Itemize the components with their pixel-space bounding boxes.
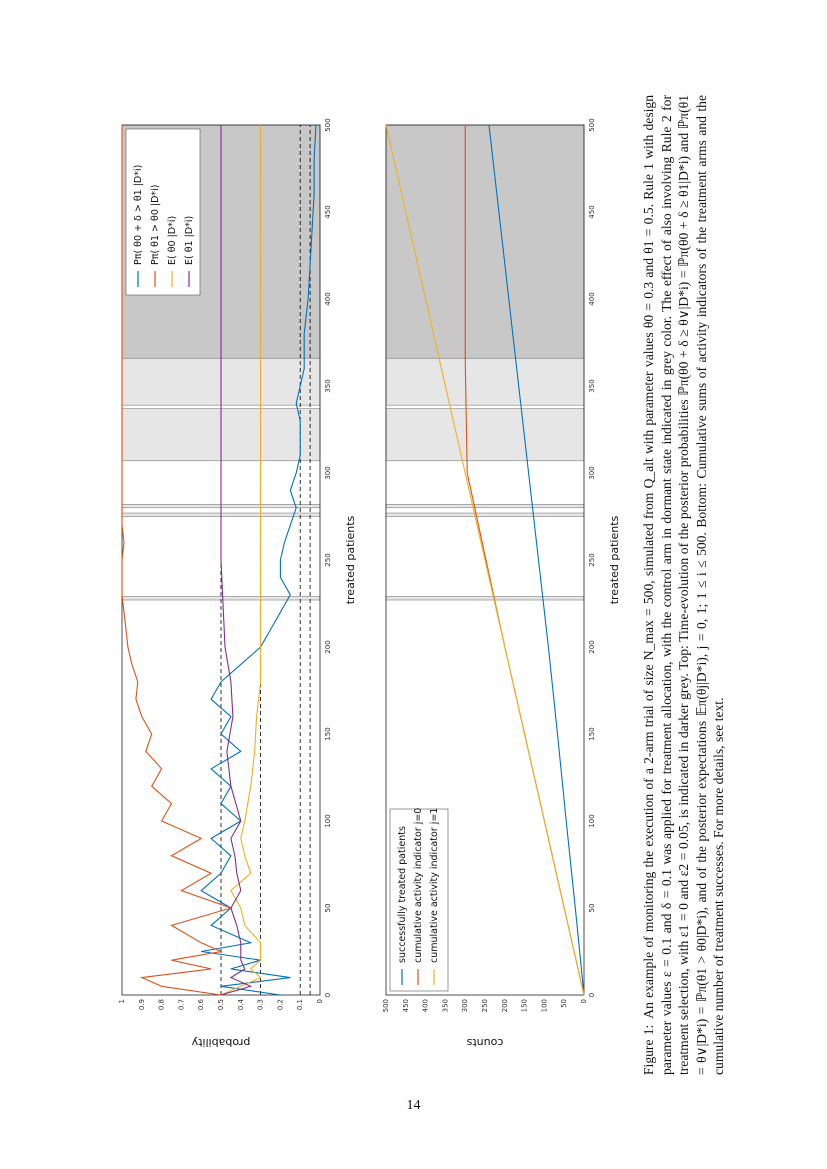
figure-caption-container <box>640 95 770 1075</box>
x-tick-label: 300 <box>324 466 332 480</box>
bottom-y-ticks <box>382 999 588 1012</box>
caption-text: An example of monitoring the execution of a 2-arm trial of size N_max = 500, simulated from Q_alt with parameter values θ0 = 0.3 and θ1 = 0.5. Rule 1 with design parameter values ε = 0.1 and δ = 0.1 was applied for treatment allocation, with the control arm in dormant state indicated in grey color. The effect of also involving Rule 2 for treatment selection, with ε1 = 0 and ε2 = 0.05, is indicated in darker grey. Top: Time-evolution of the posterior probabilities ℙπ(θ0 + δ ≥ θ∨|D*i) = ℙπ(θ0 + δ ≥ θ1|D*i) and ℙπ(θ1 = θ∨|D*i) = ℙπ(θ1 > θ0|D*i), and of the posterior expectations 𝔼π(θj|D*i), j = 0, 1; 1 ≤ i ≤ 500. Bottom: Cumulative sums of activity indicators of the treatment arms and the cumulative number of treatment successes. For more details, see text. <box>641 95 727 1075</box>
y-tick-label: 0.3 <box>256 999 265 1011</box>
x-tick-label: 350 <box>324 379 332 393</box>
y-tick-label: 350 <box>441 999 450 1013</box>
top-x-axis-label: treated patients <box>344 515 357 605</box>
x-tick-label: 250 <box>588 553 596 567</box>
dormant-band-3 <box>386 409 584 461</box>
top-y-ticks <box>118 998 324 1010</box>
y-tick-label: 250 <box>481 999 489 1013</box>
y-tick-label: 400 <box>421 999 430 1013</box>
y-tick-label: 150 <box>520 999 529 1013</box>
top-y-axis-label: probability <box>191 1036 251 1049</box>
top-x-ticks <box>324 118 332 997</box>
x-tick-label: 150 <box>588 727 596 741</box>
bottom-legend <box>390 808 448 991</box>
x-tick-label: 100 <box>588 814 596 828</box>
x-tick-label: 50 <box>324 903 332 913</box>
x-tick-label: 500 <box>588 118 596 132</box>
legend-label-activity-j0: cumulative activity indicator j=0 <box>413 807 424 963</box>
y-tick-label: 200 <box>500 999 509 1013</box>
page-number: 14 <box>406 1098 421 1113</box>
dormant-band-4 <box>386 358 584 405</box>
y-tick-label: 0.6 <box>197 999 206 1011</box>
y-tick-label: 0.2 <box>276 999 285 1011</box>
x-tick-label: 0 <box>588 992 596 998</box>
x-tick-label: 400 <box>324 292 332 306</box>
x-tick-label: 100 <box>324 814 332 828</box>
y-tick-label: 0.4 <box>236 999 245 1011</box>
x-tick-label: 150 <box>324 727 332 741</box>
y-tick-label: 0.8 <box>157 999 166 1011</box>
y-tick-label: 0.1 <box>296 999 305 1011</box>
caption-label: Figure 1: <box>641 1024 656 1075</box>
x-tick-label: 500 <box>324 118 332 132</box>
figure-1 <box>100 95 680 1055</box>
x-tick-label: 200 <box>324 640 332 654</box>
x-tick-label: 50 <box>588 903 596 913</box>
legend-label-e-theta0: E( θ0 |D*i) <box>167 215 178 265</box>
y-tick-label: 1 <box>118 999 126 1004</box>
bottom-x-axis-label: treated patients <box>608 515 621 605</box>
legend-label-p-theta0: Pπ( θ0 + δ > θ1 |D*i) <box>133 164 144 265</box>
dormant-band-0 <box>386 597 584 600</box>
y-tick-label: 0 <box>316 999 324 1004</box>
x-tick-label: 250 <box>324 553 332 567</box>
y-tick-label: 0.9 <box>137 999 146 1011</box>
y-tick-label: 0 <box>580 999 588 1004</box>
y-tick-label: 100 <box>540 999 549 1013</box>
x-tick-label: 400 <box>588 292 596 306</box>
y-tick-label: 0.5 <box>217 999 225 1011</box>
top-legend <box>126 129 200 295</box>
x-tick-label: 300 <box>588 466 596 480</box>
figure-caption <box>640 95 770 1075</box>
legend-label-activity-j1: cumulative activity indicator j=1 <box>429 807 440 963</box>
figure-rotated-content <box>100 95 680 1055</box>
x-tick-label: 350 <box>588 379 596 393</box>
selection-band <box>386 125 584 358</box>
legend-label-e-theta1: E( θ1 |D*i) <box>184 215 195 265</box>
legend-label-successes: successfully treated patients <box>397 826 408 963</box>
bottom-y-axis-label: counts <box>466 1036 504 1049</box>
top-panel <box>118 118 357 1049</box>
figure-svg <box>100 95 680 1055</box>
y-tick-label: 450 <box>401 999 410 1013</box>
y-tick-label: 300 <box>461 999 470 1013</box>
y-tick-label: 0.7 <box>177 999 186 1011</box>
x-tick-label: 0 <box>324 992 332 998</box>
bottom-x-ticks <box>588 118 596 997</box>
x-tick-label: 200 <box>588 640 596 654</box>
legend-label-p-theta1: Pπ( θ1 > θ0 |D*i) <box>150 184 161 265</box>
x-tick-label: 450 <box>324 205 332 219</box>
bottom-panel <box>382 118 621 1049</box>
x-tick-label: 450 <box>588 205 596 219</box>
y-tick-label: 500 <box>382 999 390 1013</box>
dormant-band-1 <box>386 513 584 516</box>
dormant-band-2 <box>386 504 584 507</box>
y-tick-label: 50 <box>560 999 569 1008</box>
bottom-shading <box>386 125 584 600</box>
